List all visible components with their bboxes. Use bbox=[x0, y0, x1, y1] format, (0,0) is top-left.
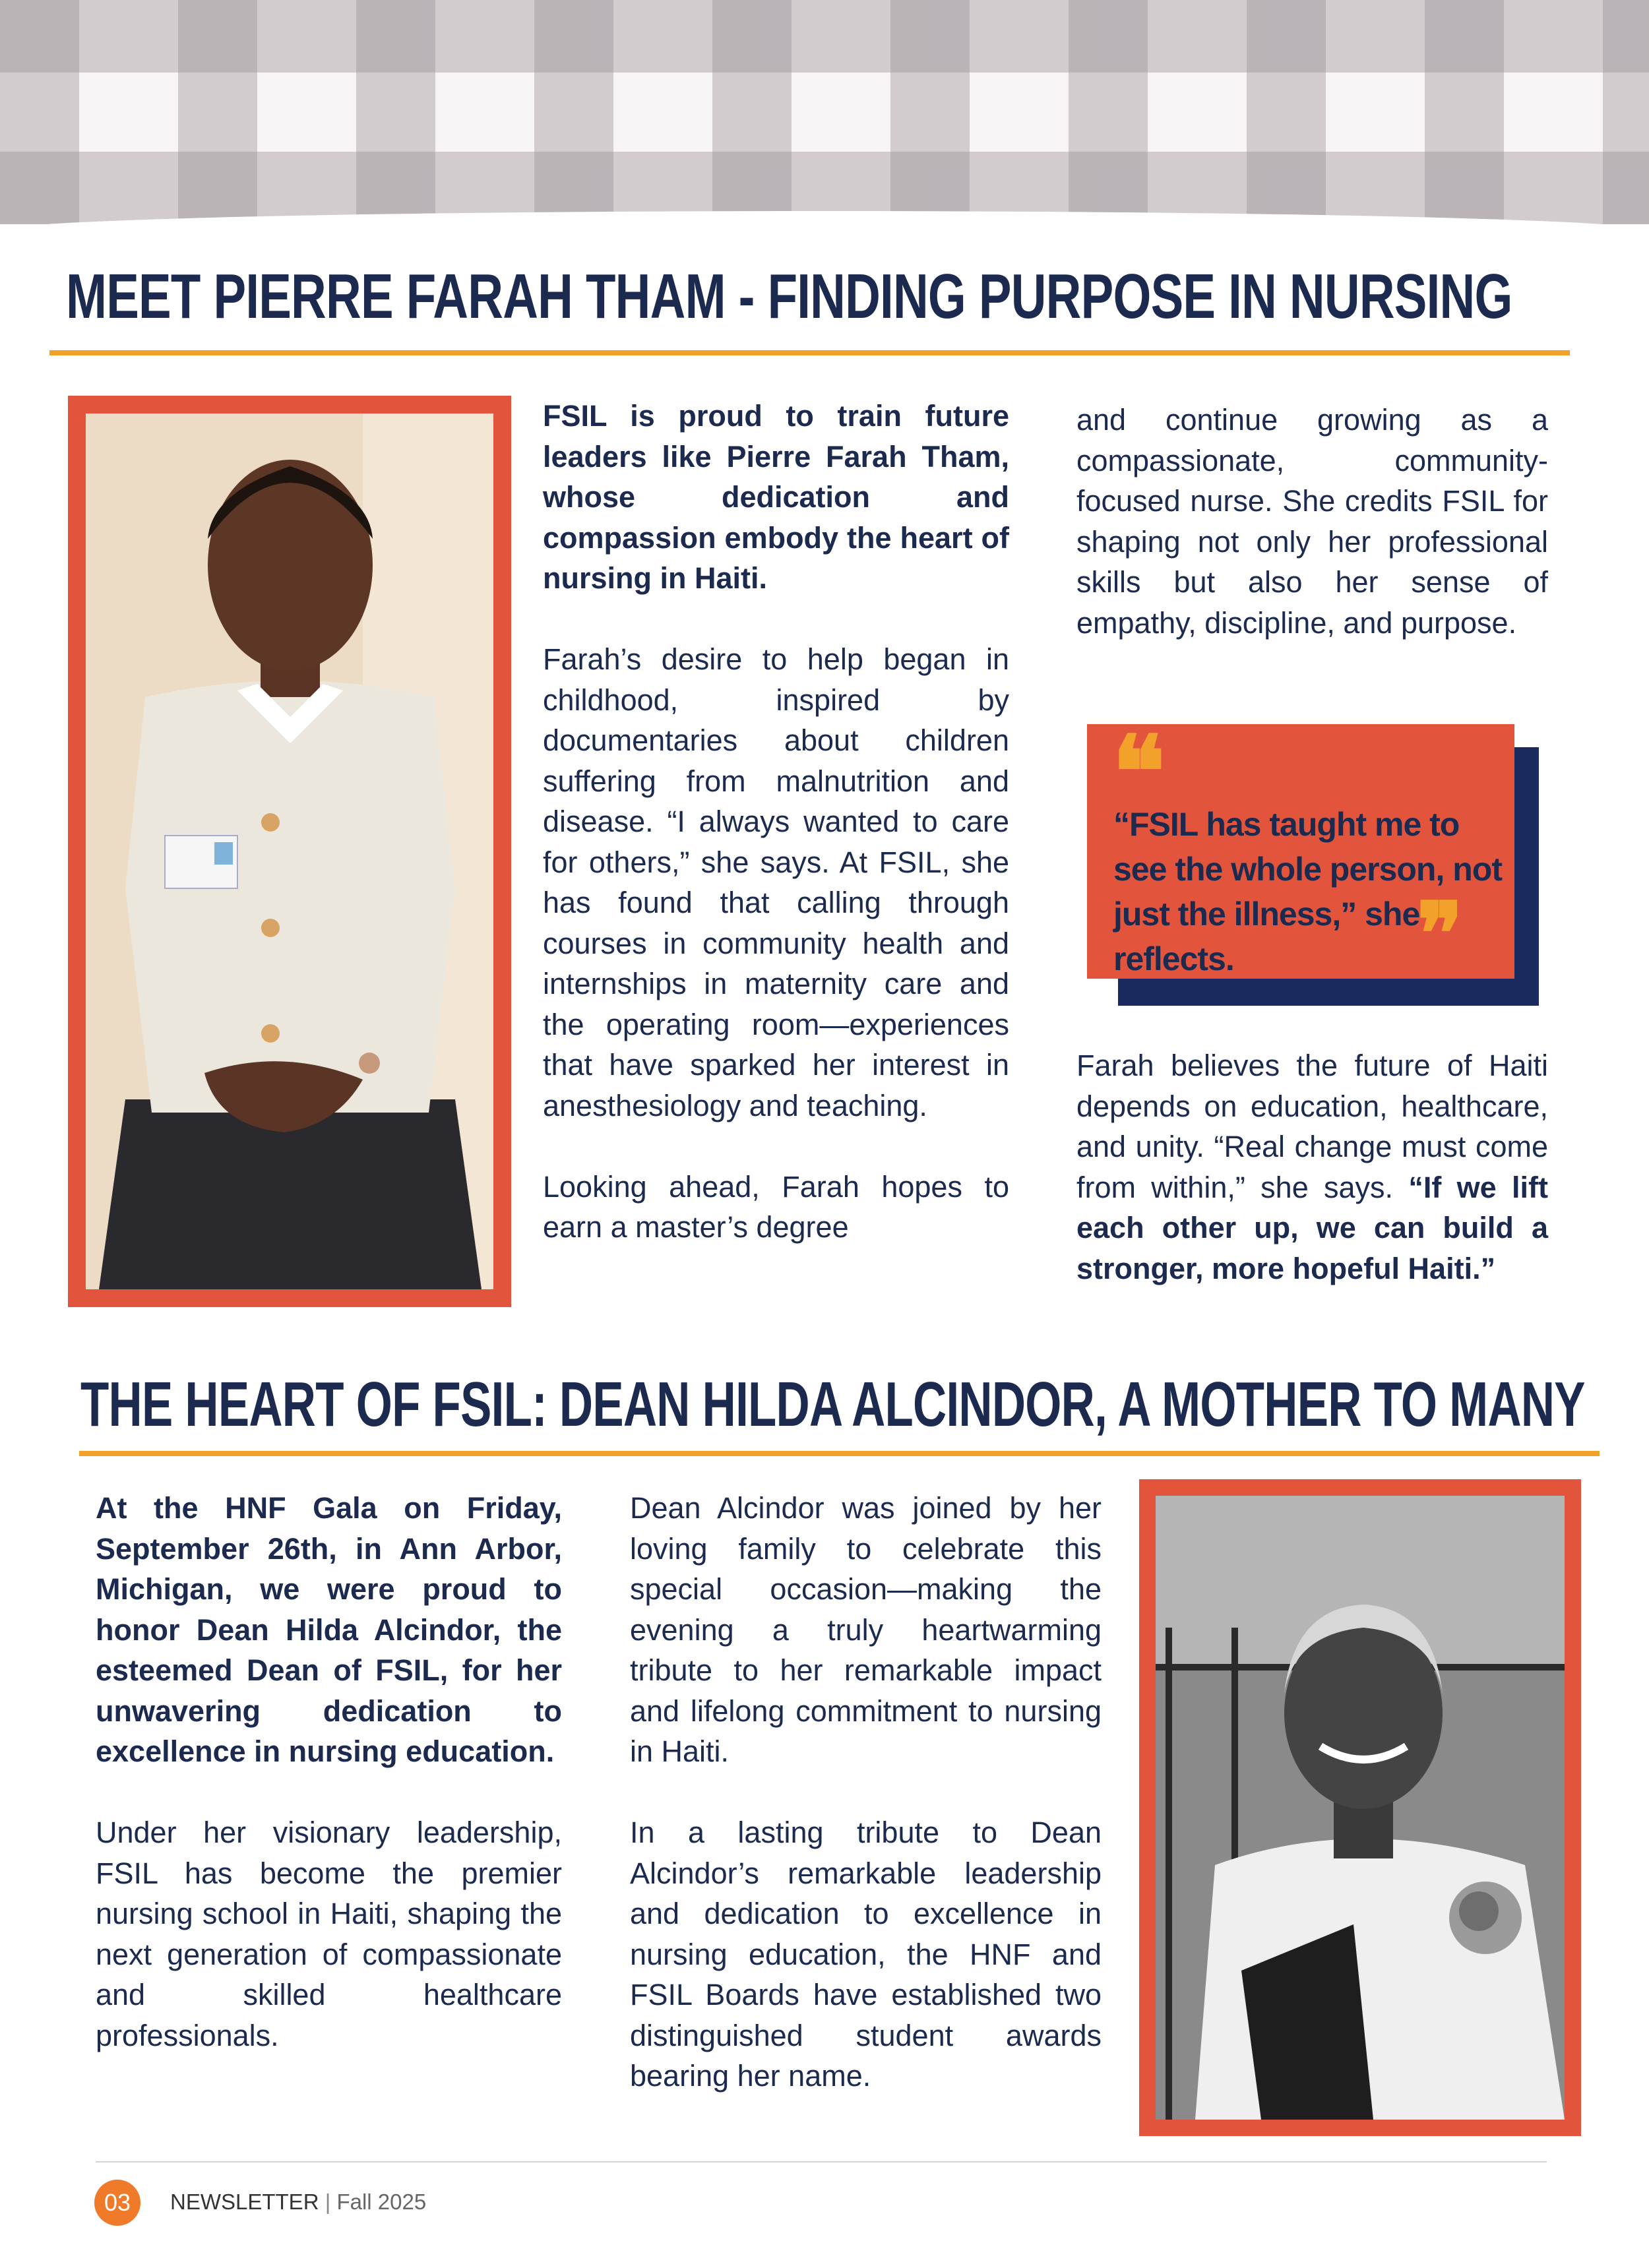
article1-para1: Farah’s desire to help began in childhood, inspired by documentaries about children suffering from malnutrition and disease. “I always wanted to care for others,” she says. At FSIL, she has found that calling through courses in community health and internships in maternity care and the operating room—experiences that have sparked her interest in anesthesiology and teaching. bbox=[543, 642, 1009, 1122]
article1-para3 bbox=[1076, 1045, 1548, 1289]
page-number-badge: 03 bbox=[94, 2180, 140, 2226]
article2-para1: Under her visionary leadership, FSIL has become the premier nursing school in Haiti, shaping the next generation of compassionate and skilled healthcare professionals. bbox=[96, 1816, 562, 2052]
gingham-banner bbox=[0, 0, 1649, 224]
footer-divider bbox=[96, 2161, 1547, 2162]
dean-photo bbox=[1156, 1496, 1565, 2120]
close-quote-icon: ❞ bbox=[1417, 888, 1463, 983]
footer-separator: | bbox=[319, 2190, 337, 2214]
open-quote-icon: ❝ bbox=[1112, 719, 1166, 828]
dean-portrait-illustration bbox=[1156, 1496, 1565, 2120]
article1-column1 bbox=[543, 396, 1009, 1247]
quote-box bbox=[1087, 719, 1514, 983]
article2-para3: In a lasting tribute to Dean Alcindor’s remarkable leadership and dedication to excellence in nursing education, the HNF and FSIL Boards have established two distinguished student awards bearing her name. bbox=[630, 1816, 1102, 2093]
footer-label bbox=[170, 2190, 426, 2215]
article1-para2: Looking ahead, Farah hopes to earn a master’s degree bbox=[543, 1169, 1009, 1244]
article1-para3-bold: “If we lift each other up, we can build a stronger, more hopeful Haiti.” bbox=[1076, 1170, 1548, 1285]
article2-title: THE HEART OF FSIL: DEAN HILDA ALCINDOR, A MOTHER TO MANY bbox=[80, 1369, 1585, 1440]
article2-title-rule bbox=[79, 1451, 1600, 1456]
article2-column1 bbox=[96, 1488, 562, 2056]
footer-season: Fall 2025 bbox=[336, 2190, 427, 2214]
article1-para2-continued: and continue growing as a compassionate, community-focused nurse. She credits FSIL for shaping not only her professional skills but also her sense of empathy, discipline, and purpose. bbox=[1076, 403, 1548, 640]
quote-text: “FSIL has taught me to see the whole person, not just the illness,” she reflects. bbox=[1113, 806, 1502, 977]
footer-newsletter: NEWSLETTER bbox=[170, 2190, 319, 2214]
article2-column2 bbox=[630, 1488, 1102, 2097]
article1-title: MEET PIERRE FARAH THAM - FINDING PURPOSE IN NURSING bbox=[66, 261, 1512, 332]
farah-photo bbox=[86, 414, 493, 1289]
article1-title-rule bbox=[49, 350, 1570, 355]
article2-para2: Dean Alcindor was joined by her loving family to celebrate this special occasion—making the evening a truly heartwarming tribute to her remarkable impact and lifelong commitment to nursing in Haiti. bbox=[630, 1491, 1102, 1768]
article2-intro: At the HNF Gala on Friday, September 26th, in Ann Arbor, Michigan, we were proud to honor Dean Hilda Alcindor, the esteemed Dean of FSIL, for her unwavering dedication to excellence in nursing education. bbox=[96, 1491, 562, 1768]
article1-intro: FSIL is proud to train future leaders like Pierre Farah Tham, whose dedication and compassion embody the heart of nursing in Haiti. bbox=[543, 399, 1009, 595]
article1-column2 bbox=[1076, 400, 1548, 683]
farah-portrait-illustration bbox=[86, 414, 493, 1289]
article1-para3-text: Farah believes the future of Haiti depends on education, healthcare, and unity. “Real change must come from within,” she says. bbox=[1076, 1049, 1548, 1204]
